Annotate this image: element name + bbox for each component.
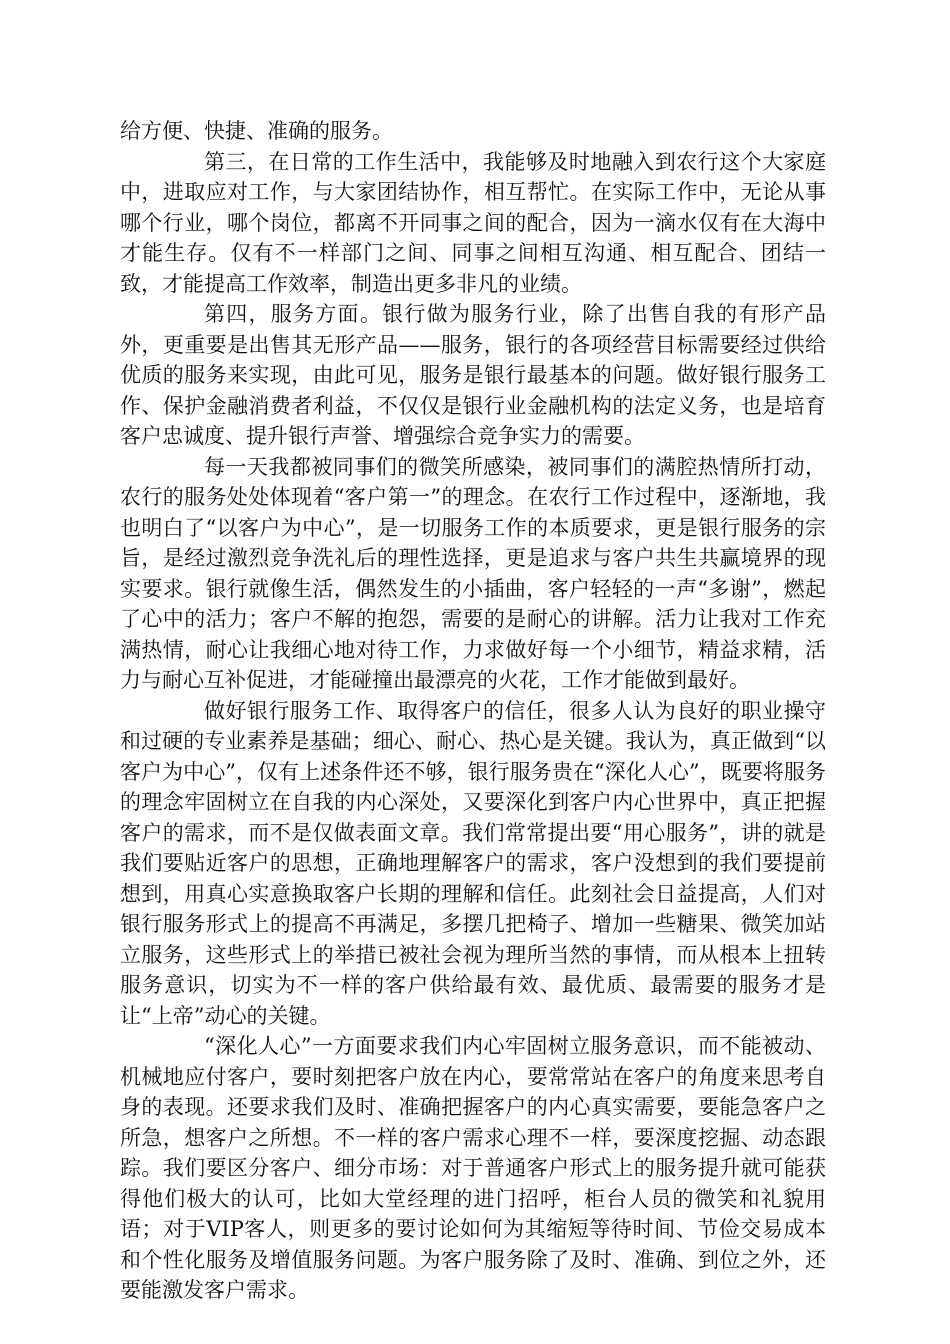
paragraph-daily-experience: 每一天我都被同事们的微笑所感染，被同事们的满腔热情所打动，农行的服务处处体现着“客户第一”的理念。在农行工作过程中，逐渐地，我也明白了“以客户为中心”，是一切服务工作的本质要求，更是银行服务的宗旨，是经过激烈竞争洗礼后的理性选择，更是追求与客户共生共赢境界的现实要求。银行就像生活，偶然发生的小插曲，客户轻轻的一声“多谢”，燃起了心中的活力；客户不解的抱怨，需要的是耐心的讲解。活力让我对工作充满热情，耐心让我细心地对待工作，力求做好每一个小细节，精益求精，活力与耐心互补促进，才能碰撞出最漂亮的火花，工作才能做到最好。 bbox=[120, 454, 826, 692]
paragraph-continuation: 给方便、快捷、准确的服务。 bbox=[120, 119, 393, 143]
paragraph-third-point: 第三，在日常的工作生活中，我能够及时地融入到农行这个大家庭中，进取应对工作，与大家团结协作，相互帮忙。在实际工作中，无论从事哪个行业，哪个岗位，都离不开同事之间的配合，因为一滴水仅有在大海中才能生存。仅有不一样部门之间、同事之间相互沟通、相互配合、团结一致，才能提高工作效率，制造出更多非凡的业绩。 bbox=[120, 149, 826, 296]
paragraph-customer-trust: 做好银行服务工作、取得客户的信任，很多人认为良好的职业操守和过硬的专业素养是基础；细心、耐心、热心是关键。我认为，真正做到“以客户为中心”，仅有上述条件还不够，银行服务贵在“深化人心”，既要将服务的理念牢固树立在自我的内心深处，又要深化到客户内心世界中，真正把握客户的需求，而不是仅做表面文章。我们常常提出要“用心服务”，讲的就是我们要贴近客户的思想，正确地理解客户的需求，客户没想到的我们要提前想到，用真心实意换取客户长期的理解和信任。此刻社会日益提高，人们对银行服务形式上的提高不再满足，多摆几把椅子、增加一些糖果、微笑加站立服务，这些形式上的举措已被社会视为理所当然的事情，而从根本上扭转服务意识，切实为不一样的客户供给最有效、最优质、最需要的服务才是让“上帝”动心的关键。 bbox=[120, 698, 826, 1028]
document-page bbox=[120, 116, 826, 1306]
paragraph-fourth-point: 第四，服务方面。银行做为服务行业，除了出售自我的有形产品外，更重要是出售其无形产品——服务，银行的各项经营目标需要经过供给优质的服务来实现，由此可见，服务是银行最基本的问题。做好银行服务工作、保护金融消费者利益，不仅仅是银行业金融机构的法定义务，也是培育客户忠诚度、提升银行声誉、增强综合竞争实力的需要。 bbox=[120, 302, 826, 448]
paragraph-deepen-hearts: “深化人心”一方面要求我们内心牢固树立服务意识，而不能被动、机械地应付客户，要时刻把客户放在内心，要常常站在客户的角度来思考自身的表现。还要求我们及时、准确把握客户的内心真实需要，要能急客户之所急，想客户之所想。不一样的客户需求心理不一样，要深度挖掘、动态跟踪。我们要区分客户、细分市场：对于普通客户形式上的服务提升就可能获得他们极大的认可，比如大堂经理的进门招呼，柜台人员的微笑和礼貌用语；对于VIP客人，则更多的要讨论如何为其缩短等待时间、节俭交易成本和个性化服务及增值服务问题。为客户服务除了及时、准确、到位之外，还要能激发客户需求。 bbox=[120, 1034, 826, 1302]
